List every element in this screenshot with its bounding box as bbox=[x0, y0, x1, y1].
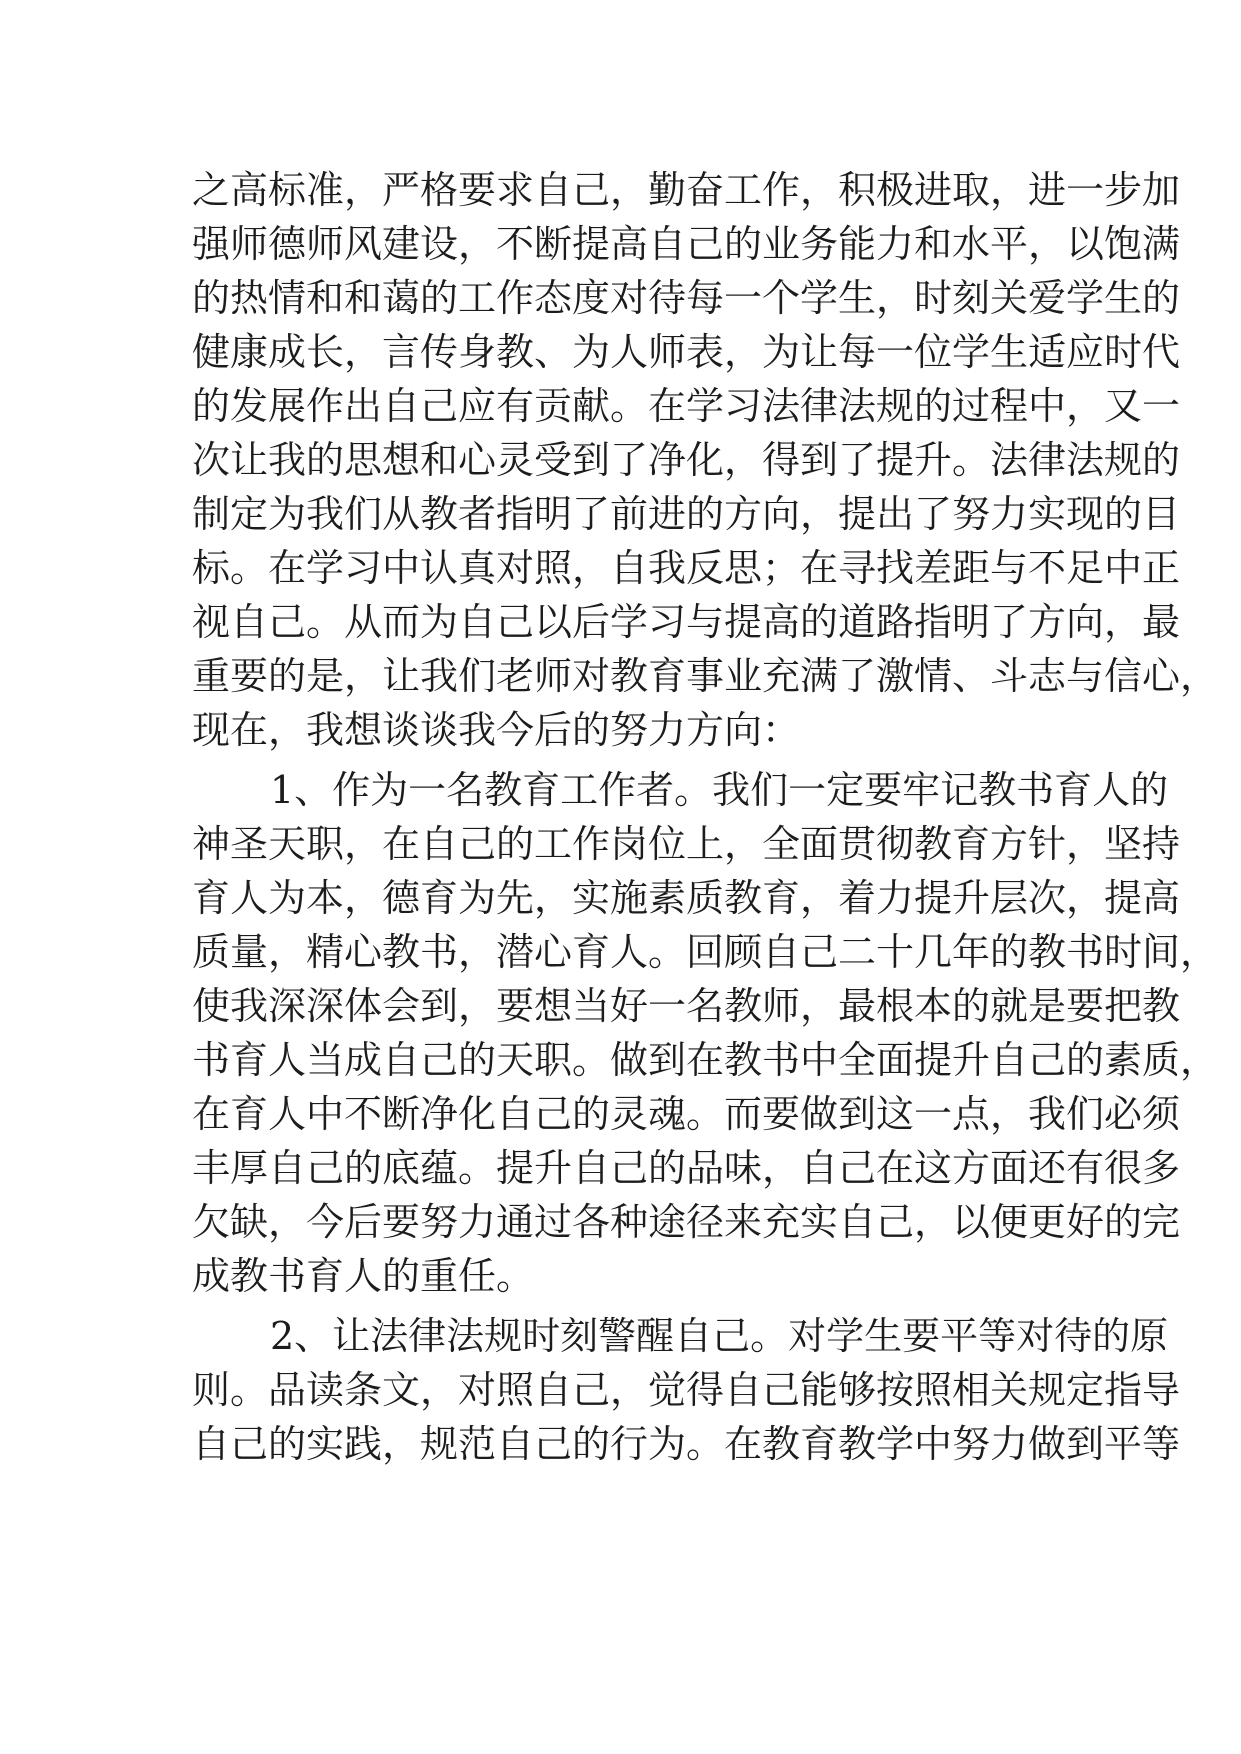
text-line: 神圣天职，在自己的工作岗位上，全面贯彻教育方针，坚持 bbox=[192, 822, 1181, 866]
text-line: 健康成长，言传身教、为人师表，为让每一位学生适应时代 bbox=[192, 330, 1181, 374]
text-line: 之高标准，严格要求自己，勤奋工作，积极进取，进一步加 bbox=[192, 168, 1181, 212]
text-line: 2、让法律法规时刻警醒自己。对学生要平等对待的原 bbox=[270, 1314, 1169, 1358]
text-line: 丰厚自己的底蕴。提升自己的品味，自己在这方面还有很多 bbox=[192, 1146, 1181, 1190]
text-line: 自己的实践，规范自己的行为。在教育教学中努力做到平等 bbox=[192, 1422, 1181, 1466]
text-line: 书育人当成自己的天职。做到在教书中全面提升自己的素质， bbox=[192, 1038, 1219, 1082]
text-line: 的热情和和蔼的工作态度对待每一个学生，时刻关爱学生的 bbox=[192, 276, 1181, 320]
text-line: 标。在学习中认真对照，自我反思；在寻找差距与不足中正 bbox=[192, 546, 1181, 590]
text-line: 则。品读条文，对照自己，觉得自己能够按照相关规定指导 bbox=[192, 1368, 1181, 1412]
text-line: 重要的是，让我们老师对教育事业充满了激情、斗志与信心， bbox=[192, 654, 1219, 698]
text-line: 视自己。从而为自己以后学习与提高的道路指明了方向，最 bbox=[192, 600, 1181, 644]
text-line: 欠缺，今后要努力通过各种途径来充实自己，以便更好的完 bbox=[192, 1200, 1181, 1244]
text-line: 强师德师风建设，不断提高自己的业务能力和水平，以饱满 bbox=[192, 222, 1181, 266]
text-line: 制定为我们从教者指明了前进的方向，提出了努力实现的目 bbox=[192, 492, 1181, 536]
text-line: 现在，我想谈谈我今后的努力方向： bbox=[192, 708, 801, 752]
text-line: 育人为本，德育为先，实施素质教育，着力提升层次，提高 bbox=[192, 876, 1181, 920]
text-line: 的发展作出自己应有贡献。在学习法律法规的过程中，又一 bbox=[192, 384, 1181, 428]
text-line: 1、作为一名教育工作者。我们一定要牢记教书育人的 bbox=[270, 768, 1169, 812]
text-line: 次让我的思想和心灵受到了净化，得到了提升。法律法规的 bbox=[192, 438, 1181, 482]
text-line: 使我深深体会到，要想当好一名教师，最根本的就是要把教 bbox=[192, 984, 1181, 1028]
text-line: 质量，精心教书，潜心育人。回顾自己二十几年的教书时间， bbox=[192, 930, 1219, 974]
text-line: 在育人中不断净化自己的灵魂。而要做到这一点，我们必须 bbox=[192, 1092, 1181, 1136]
text-line: 成教书育人的重任。 bbox=[192, 1254, 535, 1298]
